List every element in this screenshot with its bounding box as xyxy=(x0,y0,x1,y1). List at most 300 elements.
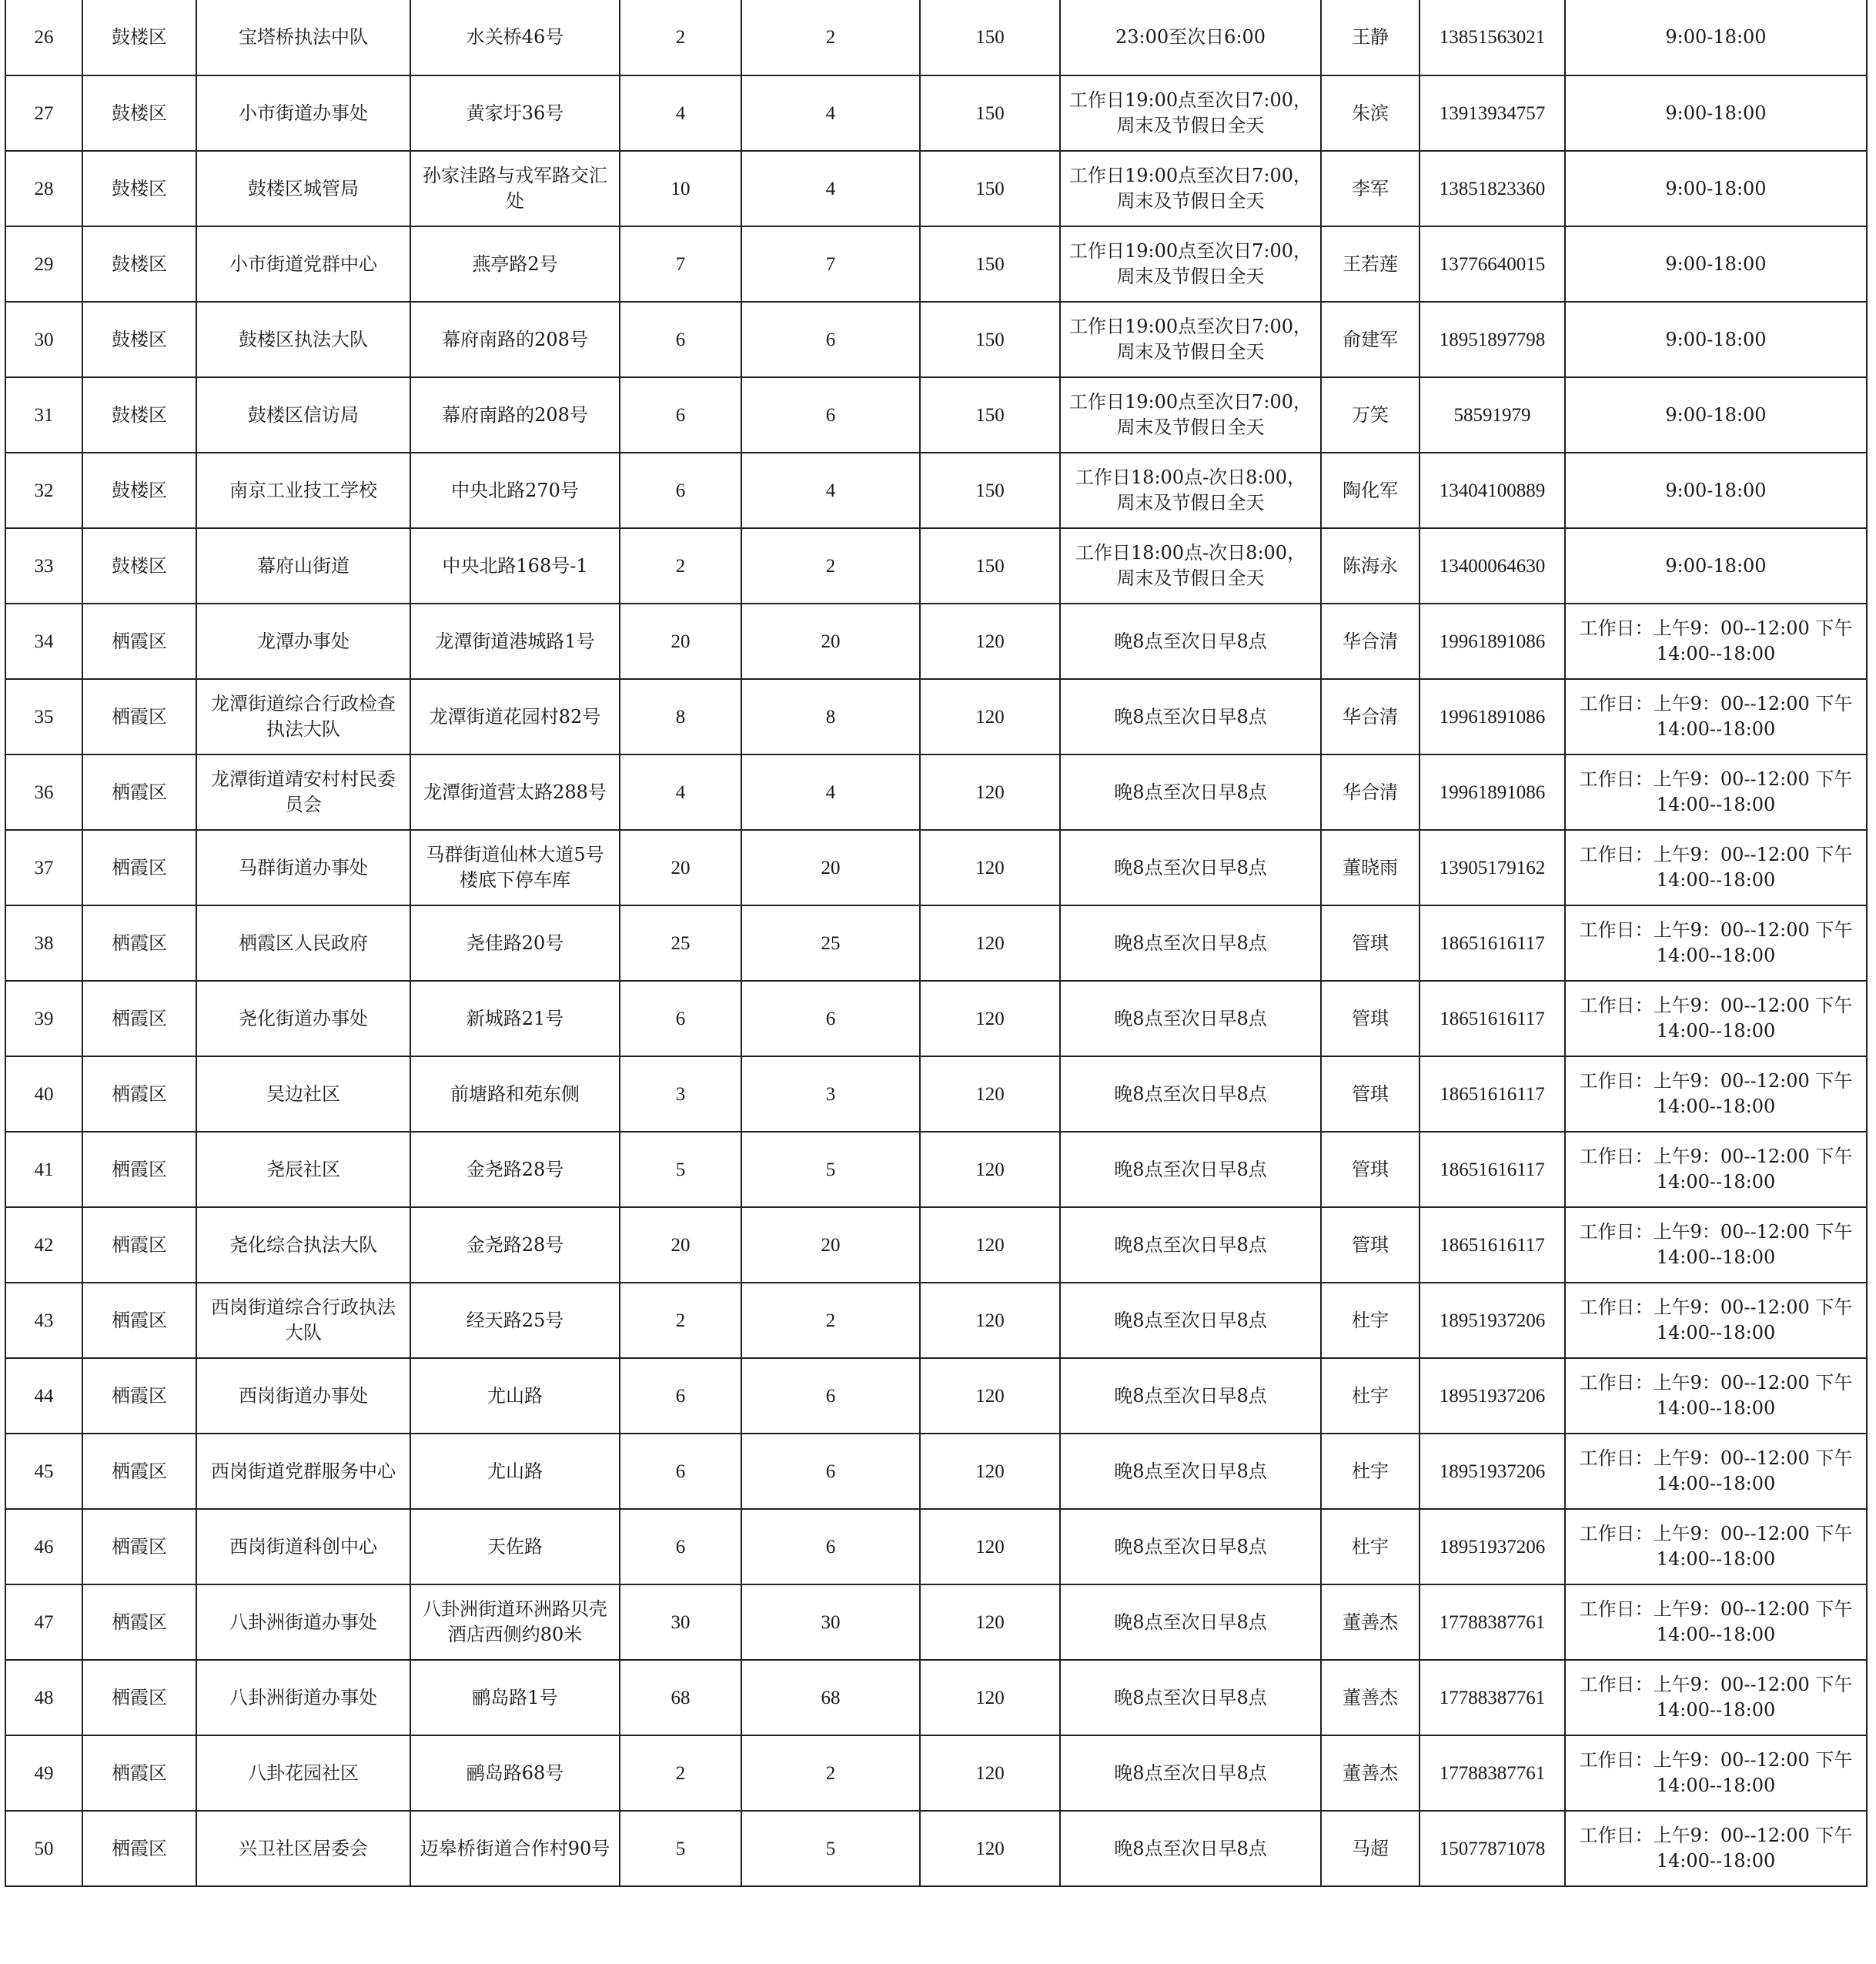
fee-cell: 120 xyxy=(920,1509,1060,1584)
fee-cell: 120 xyxy=(920,754,1060,830)
table-row xyxy=(5,377,1867,453)
unit-name-cell: 西岗街道科创中心 xyxy=(196,1509,410,1584)
open-spaces-cell: 20 xyxy=(741,604,920,679)
open-spaces-cell: 2 xyxy=(741,528,920,604)
table-row xyxy=(5,1056,1867,1132)
open-spaces-cell: 6 xyxy=(741,377,920,453)
contact-person-cell: 杜宇 xyxy=(1321,1434,1420,1509)
fee-cell: 120 xyxy=(920,905,1060,981)
unit-name-cell: 鼓楼区城管局 xyxy=(196,151,410,226)
row-number-cell: 32 xyxy=(5,453,82,528)
unit-name-cell: 鼓楼区执法大队 xyxy=(196,302,410,377)
office-hours-cell: 工作日：上午9：00--12:00 下午14:00--18:00 xyxy=(1565,679,1867,754)
fee-cell: 120 xyxy=(920,1660,1060,1735)
phone-cell: 13776640015 xyxy=(1420,226,1565,302)
row-number-cell: 27 xyxy=(5,75,82,151)
open-spaces-cell: 7 xyxy=(741,226,920,302)
address-cell: 黄家圩36号 xyxy=(410,75,620,151)
phone-cell: 18951937206 xyxy=(1420,1509,1565,1584)
unit-name-cell: 八卦洲街道办事处 xyxy=(196,1584,410,1660)
open-spaces-cell: 6 xyxy=(741,1358,920,1434)
district-cell: 鼓楼区 xyxy=(82,0,196,75)
address-cell: 尤山路 xyxy=(410,1434,620,1509)
open-time-cell: 23:00至次日6:00 xyxy=(1060,0,1321,75)
open-spaces-cell: 2 xyxy=(741,1283,920,1358)
office-hours-cell: 工作日：上午9：00--12:00 下午14:00--18:00 xyxy=(1565,1434,1867,1509)
open-time-cell: 晚8点至次日早8点 xyxy=(1060,1207,1321,1283)
district-cell: 鼓楼区 xyxy=(82,528,196,604)
unit-name-cell: 南京工业技工学校 xyxy=(196,453,410,528)
total-spaces-cell: 6 xyxy=(620,981,741,1056)
address-cell: 幕府南路的208号 xyxy=(410,302,620,377)
office-hours-cell: 工作日：上午9：00--12:00 下午14:00--18:00 xyxy=(1565,1660,1867,1735)
open-spaces-cell: 8 xyxy=(741,679,920,754)
phone-cell: 17788387761 xyxy=(1420,1660,1565,1735)
unit-name-cell: 八卦洲街道办事处 xyxy=(196,1660,410,1735)
unit-name-cell: 西岗街道综合行政执法大队 xyxy=(196,1283,410,1358)
address-cell: 尤山路 xyxy=(410,1358,620,1434)
office-hours-cell: 工作日：上午9：00--12:00 下午14:00--18:00 xyxy=(1565,1584,1867,1660)
total-spaces-cell: 6 xyxy=(620,1358,741,1434)
fee-cell: 120 xyxy=(920,1358,1060,1434)
district-cell: 鼓楼区 xyxy=(82,151,196,226)
open-spaces-cell: 30 xyxy=(741,1584,920,1660)
total-spaces-cell: 4 xyxy=(620,75,741,151)
fee-cell: 120 xyxy=(920,1207,1060,1283)
address-cell: 中央北路270号 xyxy=(410,453,620,528)
district-cell: 栖霞区 xyxy=(82,1056,196,1132)
address-cell: 金尧路28号 xyxy=(410,1132,620,1207)
fee-cell: 150 xyxy=(920,302,1060,377)
open-spaces-cell: 2 xyxy=(741,1735,920,1811)
open-time-cell: 晚8点至次日早8点 xyxy=(1060,830,1321,905)
open-spaces-cell: 4 xyxy=(741,75,920,151)
table-row xyxy=(5,905,1867,981)
office-hours-cell: 9:00-18:00 xyxy=(1565,377,1867,453)
table-row xyxy=(5,1132,1867,1207)
address-cell: 鹂岛路68号 xyxy=(410,1735,620,1811)
contact-person-cell: 俞建军 xyxy=(1321,302,1420,377)
office-hours-cell: 工作日：上午9：00--12:00 下午14:00--18:00 xyxy=(1565,754,1867,830)
fee-cell: 150 xyxy=(920,528,1060,604)
table-row xyxy=(5,981,1867,1056)
open-spaces-cell: 6 xyxy=(741,1434,920,1509)
total-spaces-cell: 2 xyxy=(620,528,741,604)
table-row xyxy=(5,1509,1867,1584)
phone-cell: 17788387761 xyxy=(1420,1735,1565,1811)
address-cell: 孙家洼路与戎军路交汇处 xyxy=(410,151,620,226)
phone-cell: 18951897798 xyxy=(1420,302,1565,377)
office-hours-cell: 工作日：上午9：00--12:00 下午14:00--18:00 xyxy=(1565,1132,1867,1207)
office-hours-cell: 9:00-18:00 xyxy=(1565,75,1867,151)
unit-name-cell: 鼓楼区信访局 xyxy=(196,377,410,453)
total-spaces-cell: 8 xyxy=(620,679,741,754)
phone-cell: 13404100889 xyxy=(1420,453,1565,528)
table-row xyxy=(5,1735,1867,1811)
address-cell: 新城路21号 xyxy=(410,981,620,1056)
contact-person-cell: 陶化军 xyxy=(1321,453,1420,528)
total-spaces-cell: 30 xyxy=(620,1584,741,1660)
table-row xyxy=(5,0,1867,75)
total-spaces-cell: 2 xyxy=(620,0,741,75)
open-spaces-cell: 25 xyxy=(741,905,920,981)
open-spaces-cell: 20 xyxy=(741,830,920,905)
phone-cell: 19961891086 xyxy=(1420,754,1565,830)
fee-cell: 150 xyxy=(920,151,1060,226)
open-time-cell: 晚8点至次日早8点 xyxy=(1060,1132,1321,1207)
open-time-cell: 工作日19:00点至次日7:00，周末及节假日全天 xyxy=(1060,302,1321,377)
total-spaces-cell: 6 xyxy=(620,377,741,453)
phone-cell: 13905179162 xyxy=(1420,830,1565,905)
row-number-cell: 28 xyxy=(5,151,82,226)
row-number-cell: 42 xyxy=(5,1207,82,1283)
fee-cell: 120 xyxy=(920,1056,1060,1132)
fee-cell: 150 xyxy=(920,377,1060,453)
contact-person-cell: 王静 xyxy=(1321,0,1420,75)
office-hours-cell: 9:00-18:00 xyxy=(1565,528,1867,604)
contact-person-cell: 董晓雨 xyxy=(1321,830,1420,905)
open-spaces-cell: 4 xyxy=(741,151,920,226)
parking-table xyxy=(5,0,1868,1887)
fee-cell: 120 xyxy=(920,1434,1060,1509)
open-time-cell: 工作日19:00点至次日7:00，周末及节假日全天 xyxy=(1060,75,1321,151)
unit-name-cell: 龙潭街道靖安村村民委员会 xyxy=(196,754,410,830)
open-time-cell: 工作日18:00点-次日8:00，周末及节假日全天 xyxy=(1060,453,1321,528)
open-spaces-cell: 5 xyxy=(741,1132,920,1207)
open-time-cell: 晚8点至次日早8点 xyxy=(1060,905,1321,981)
contact-person-cell: 马超 xyxy=(1321,1811,1420,1886)
contact-person-cell: 管琪 xyxy=(1321,981,1420,1056)
table-row xyxy=(5,302,1867,377)
row-number-cell: 47 xyxy=(5,1584,82,1660)
open-spaces-cell: 6 xyxy=(741,1509,920,1584)
district-cell: 鼓楼区 xyxy=(82,226,196,302)
total-spaces-cell: 20 xyxy=(620,604,741,679)
total-spaces-cell: 20 xyxy=(620,830,741,905)
total-spaces-cell: 2 xyxy=(620,1283,741,1358)
phone-cell: 13913934757 xyxy=(1420,75,1565,151)
table-row xyxy=(5,1811,1867,1886)
total-spaces-cell: 2 xyxy=(620,1735,741,1811)
unit-name-cell: 幕府山街道 xyxy=(196,528,410,604)
address-cell: 幕府南路的208号 xyxy=(410,377,620,453)
address-cell: 八卦洲街道环洲路贝壳酒店西侧约80米 xyxy=(410,1584,620,1660)
table-row xyxy=(5,1584,1867,1660)
fee-cell: 120 xyxy=(920,1584,1060,1660)
total-spaces-cell: 3 xyxy=(620,1056,741,1132)
unit-name-cell: 龙潭街道综合行政检查执法大队 xyxy=(196,679,410,754)
contact-person-cell: 华合清 xyxy=(1321,754,1420,830)
office-hours-cell: 工作日：上午9：00--12:00 下午14:00--18:00 xyxy=(1565,1735,1867,1811)
phone-cell: 18651616117 xyxy=(1420,981,1565,1056)
total-spaces-cell: 4 xyxy=(620,754,741,830)
phone-cell: 19961891086 xyxy=(1420,604,1565,679)
contact-person-cell: 王若莲 xyxy=(1321,226,1420,302)
table-body xyxy=(5,0,1867,1886)
open-time-cell: 晚8点至次日早8点 xyxy=(1060,679,1321,754)
open-time-cell: 晚8点至次日早8点 xyxy=(1060,981,1321,1056)
fee-cell: 150 xyxy=(920,0,1060,75)
district-cell: 栖霞区 xyxy=(82,1584,196,1660)
fee-cell: 120 xyxy=(920,1132,1060,1207)
address-cell: 马群街道仙林大道5号楼底下停车库 xyxy=(410,830,620,905)
district-cell: 鼓楼区 xyxy=(82,75,196,151)
row-number-cell: 40 xyxy=(5,1056,82,1132)
district-cell: 鼓楼区 xyxy=(82,377,196,453)
district-cell: 栖霞区 xyxy=(82,1132,196,1207)
table-row xyxy=(5,151,1867,226)
table-row xyxy=(5,1434,1867,1509)
address-cell: 水关桥46号 xyxy=(410,0,620,75)
district-cell: 栖霞区 xyxy=(82,1811,196,1886)
address-cell: 前塘路和苑东侧 xyxy=(410,1056,620,1132)
table-row xyxy=(5,1283,1867,1358)
unit-name-cell: 八卦花园社区 xyxy=(196,1735,410,1811)
row-number-cell: 34 xyxy=(5,604,82,679)
open-time-cell: 晚8点至次日早8点 xyxy=(1060,1509,1321,1584)
row-number-cell: 26 xyxy=(5,0,82,75)
open-spaces-cell: 4 xyxy=(741,754,920,830)
unit-name-cell: 西岗街道党群服务中心 xyxy=(196,1434,410,1509)
contact-person-cell: 董善杰 xyxy=(1321,1735,1420,1811)
phone-cell: 18951937206 xyxy=(1420,1358,1565,1434)
table-row xyxy=(5,679,1867,754)
open-spaces-cell: 20 xyxy=(741,1207,920,1283)
fee-cell: 120 xyxy=(920,604,1060,679)
office-hours-cell: 工作日：上午9：00--12:00 下午14:00--18:00 xyxy=(1565,1358,1867,1434)
open-time-cell: 工作日18:00点-次日8:00，周末及节假日全天 xyxy=(1060,528,1321,604)
office-hours-cell: 工作日：上午9：00--12:00 下午14:00--18:00 xyxy=(1565,1056,1867,1132)
address-cell: 经天路25号 xyxy=(410,1283,620,1358)
unit-name-cell: 小市街道党群中心 xyxy=(196,226,410,302)
address-cell: 中央北路168号-1 xyxy=(410,528,620,604)
row-number-cell: 45 xyxy=(5,1434,82,1509)
district-cell: 栖霞区 xyxy=(82,1660,196,1735)
address-cell: 尧佳路20号 xyxy=(410,905,620,981)
district-cell: 栖霞区 xyxy=(82,679,196,754)
total-spaces-cell: 68 xyxy=(620,1660,741,1735)
office-hours-cell: 工作日：上午9：00--12:00 下午14:00--18:00 xyxy=(1565,1283,1867,1358)
office-hours-cell: 工作日：上午9：00--12:00 下午14:00--18:00 xyxy=(1565,604,1867,679)
open-time-cell: 晚8点至次日早8点 xyxy=(1060,754,1321,830)
open-spaces-cell: 5 xyxy=(741,1811,920,1886)
fee-cell: 150 xyxy=(920,226,1060,302)
contact-person-cell: 管琪 xyxy=(1321,1207,1420,1283)
row-number-cell: 39 xyxy=(5,981,82,1056)
phone-cell: 18651616117 xyxy=(1420,1207,1565,1283)
contact-person-cell: 朱滨 xyxy=(1321,75,1420,151)
office-hours-cell: 9:00-18:00 xyxy=(1565,226,1867,302)
contact-person-cell: 杜宇 xyxy=(1321,1509,1420,1584)
district-cell: 鼓楼区 xyxy=(82,302,196,377)
total-spaces-cell: 5 xyxy=(620,1811,741,1886)
district-cell: 栖霞区 xyxy=(82,905,196,981)
district-cell: 栖霞区 xyxy=(82,1207,196,1283)
phone-cell: 18651616117 xyxy=(1420,1056,1565,1132)
unit-name-cell: 小市街道办事处 xyxy=(196,75,410,151)
office-hours-cell: 工作日：上午9：00--12:00 下午14:00--18:00 xyxy=(1565,830,1867,905)
unit-name-cell: 尧化街道办事处 xyxy=(196,981,410,1056)
office-hours-cell: 9:00-18:00 xyxy=(1565,0,1867,75)
table-row xyxy=(5,1660,1867,1735)
contact-person-cell: 管琪 xyxy=(1321,1132,1420,1207)
table-row xyxy=(5,226,1867,302)
unit-name-cell: 马群街道办事处 xyxy=(196,830,410,905)
open-time-cell: 晚8点至次日早8点 xyxy=(1060,1811,1321,1886)
contact-person-cell: 万笑 xyxy=(1321,377,1420,453)
open-time-cell: 晚8点至次日早8点 xyxy=(1060,1283,1321,1358)
total-spaces-cell: 10 xyxy=(620,151,741,226)
row-number-cell: 48 xyxy=(5,1660,82,1735)
open-time-cell: 晚8点至次日早8点 xyxy=(1060,1358,1321,1434)
open-spaces-cell: 2 xyxy=(741,0,920,75)
unit-name-cell: 西岗街道办事处 xyxy=(196,1358,410,1434)
open-time-cell: 工作日19:00点至次日7:00，周末及节假日全天 xyxy=(1060,151,1321,226)
table-row xyxy=(5,528,1867,604)
row-number-cell: 44 xyxy=(5,1358,82,1434)
phone-cell: 13400064630 xyxy=(1420,528,1565,604)
fee-cell: 120 xyxy=(920,1735,1060,1811)
total-spaces-cell: 7 xyxy=(620,226,741,302)
district-cell: 栖霞区 xyxy=(82,754,196,830)
office-hours-cell: 工作日：上午9：00--12:00 下午14:00--18:00 xyxy=(1565,1207,1867,1283)
office-hours-cell: 工作日：上午9：00--12:00 下午14:00--18:00 xyxy=(1565,1811,1867,1886)
total-spaces-cell: 5 xyxy=(620,1132,741,1207)
address-cell: 天佐路 xyxy=(410,1509,620,1584)
office-hours-cell: 工作日：上午9：00--12:00 下午14:00--18:00 xyxy=(1565,1509,1867,1584)
open-spaces-cell: 6 xyxy=(741,981,920,1056)
fee-cell: 150 xyxy=(920,453,1060,528)
district-cell: 栖霞区 xyxy=(82,1434,196,1509)
open-time-cell: 晚8点至次日早8点 xyxy=(1060,1584,1321,1660)
row-number-cell: 49 xyxy=(5,1735,82,1811)
open-time-cell: 晚8点至次日早8点 xyxy=(1060,604,1321,679)
fee-cell: 120 xyxy=(920,679,1060,754)
contact-person-cell: 董善杰 xyxy=(1321,1660,1420,1735)
open-spaces-cell: 68 xyxy=(741,1660,920,1735)
contact-person-cell: 杜宇 xyxy=(1321,1358,1420,1434)
phone-cell: 19961891086 xyxy=(1420,679,1565,754)
office-hours-cell: 9:00-18:00 xyxy=(1565,302,1867,377)
phone-cell: 18651616117 xyxy=(1420,905,1565,981)
open-time-cell: 工作日19:00点至次日7:00，周末及节假日全天 xyxy=(1060,377,1321,453)
phone-cell: 13851823360 xyxy=(1420,151,1565,226)
fee-cell: 120 xyxy=(920,1811,1060,1886)
total-spaces-cell: 6 xyxy=(620,1509,741,1584)
row-number-cell: 36 xyxy=(5,754,82,830)
row-number-cell: 50 xyxy=(5,1811,82,1886)
district-cell: 栖霞区 xyxy=(82,1358,196,1434)
district-cell: 栖霞区 xyxy=(82,1509,196,1584)
open-spaces-cell: 6 xyxy=(741,302,920,377)
address-cell: 鹂岛路1号 xyxy=(410,1660,620,1735)
open-spaces-cell: 3 xyxy=(741,1056,920,1132)
contact-person-cell: 华合清 xyxy=(1321,679,1420,754)
fee-cell: 120 xyxy=(920,830,1060,905)
row-number-cell: 29 xyxy=(5,226,82,302)
district-cell: 栖霞区 xyxy=(82,604,196,679)
district-cell: 栖霞区 xyxy=(82,1283,196,1358)
total-spaces-cell: 6 xyxy=(620,1434,741,1509)
total-spaces-cell: 6 xyxy=(620,302,741,377)
phone-cell: 18951937206 xyxy=(1420,1434,1565,1509)
contact-person-cell: 董善杰 xyxy=(1321,1584,1420,1660)
district-cell: 栖霞区 xyxy=(82,1735,196,1811)
phone-cell: 15077871078 xyxy=(1420,1811,1565,1886)
open-time-cell: 晚8点至次日早8点 xyxy=(1060,1434,1321,1509)
open-time-cell: 晚8点至次日早8点 xyxy=(1060,1735,1321,1811)
unit-name-cell: 吴边社区 xyxy=(196,1056,410,1132)
district-cell: 栖霞区 xyxy=(82,981,196,1056)
open-time-cell: 晚8点至次日早8点 xyxy=(1060,1056,1321,1132)
fee-cell: 120 xyxy=(920,1283,1060,1358)
table-row xyxy=(5,830,1867,905)
row-number-cell: 41 xyxy=(5,1132,82,1207)
phone-cell: 13851563021 xyxy=(1420,0,1565,75)
open-time-cell: 晚8点至次日早8点 xyxy=(1060,1660,1321,1735)
table-row xyxy=(5,453,1867,528)
table-row xyxy=(5,75,1867,151)
phone-cell: 18951937206 xyxy=(1420,1283,1565,1358)
total-spaces-cell: 20 xyxy=(620,1207,741,1283)
contact-person-cell: 华合清 xyxy=(1321,604,1420,679)
table-row xyxy=(5,604,1867,679)
contact-person-cell: 杜宇 xyxy=(1321,1283,1420,1358)
phone-cell: 58591979 xyxy=(1420,377,1565,453)
fee-cell: 120 xyxy=(920,981,1060,1056)
district-cell: 栖霞区 xyxy=(82,830,196,905)
row-number-cell: 37 xyxy=(5,830,82,905)
address-cell: 龙潭街道花园村82号 xyxy=(410,679,620,754)
unit-name-cell: 尧化综合执法大队 xyxy=(196,1207,410,1283)
row-number-cell: 38 xyxy=(5,905,82,981)
unit-name-cell: 龙潭办事处 xyxy=(196,604,410,679)
office-hours-cell: 9:00-18:00 xyxy=(1565,453,1867,528)
open-spaces-cell: 4 xyxy=(741,453,920,528)
contact-person-cell: 李军 xyxy=(1321,151,1420,226)
office-hours-cell: 9:00-18:00 xyxy=(1565,151,1867,226)
table-row xyxy=(5,1207,1867,1283)
contact-person-cell: 管琪 xyxy=(1321,905,1420,981)
unit-name-cell: 尧辰社区 xyxy=(196,1132,410,1207)
row-number-cell: 30 xyxy=(5,302,82,377)
unit-name-cell: 栖霞区人民政府 xyxy=(196,905,410,981)
phone-cell: 17788387761 xyxy=(1420,1584,1565,1660)
table-row xyxy=(5,754,1867,830)
row-number-cell: 33 xyxy=(5,528,82,604)
open-time-cell: 工作日19:00点至次日7:00，周末及节假日全天 xyxy=(1060,226,1321,302)
unit-name-cell: 兴卫社区居委会 xyxy=(196,1811,410,1886)
office-hours-cell: 工作日：上午9：00--12:00 下午14:00--18:00 xyxy=(1565,905,1867,981)
contact-person-cell: 陈海永 xyxy=(1321,528,1420,604)
address-cell: 燕亭路2号 xyxy=(410,226,620,302)
row-number-cell: 31 xyxy=(5,377,82,453)
total-spaces-cell: 25 xyxy=(620,905,741,981)
phone-cell: 18651616117 xyxy=(1420,1132,1565,1207)
address-cell: 龙潭街道营太路288号 xyxy=(410,754,620,830)
row-number-cell: 43 xyxy=(5,1283,82,1358)
district-cell: 鼓楼区 xyxy=(82,453,196,528)
row-number-cell: 46 xyxy=(5,1509,82,1584)
total-spaces-cell: 6 xyxy=(620,453,741,528)
office-hours-cell: 工作日：上午9：00--12:00 下午14:00--18:00 xyxy=(1565,981,1867,1056)
contact-person-cell: 管琪 xyxy=(1321,1056,1420,1132)
address-cell: 迈皋桥街道合作村90号 xyxy=(410,1811,620,1886)
fee-cell: 150 xyxy=(920,75,1060,151)
row-number-cell: 35 xyxy=(5,679,82,754)
table-row xyxy=(5,1358,1867,1434)
address-cell: 龙潭街道港城路1号 xyxy=(410,604,620,679)
